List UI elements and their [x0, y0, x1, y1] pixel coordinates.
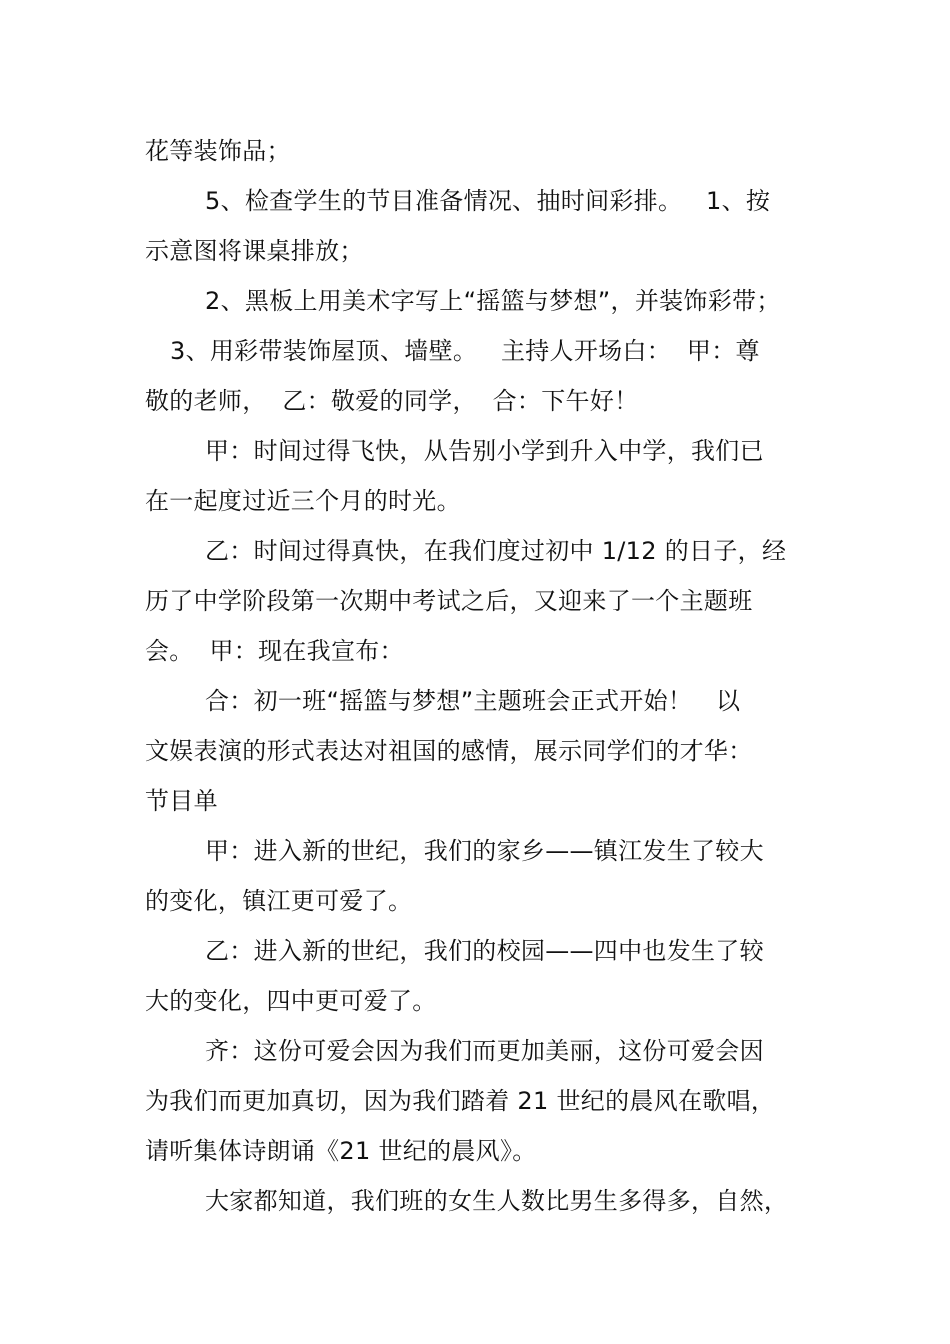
text-line: 为我们而更加真切，因为我们踏着 21 世纪的晨风在歌唱， — [145, 1087, 776, 1115]
text-line: 花等装饰品； — [145, 137, 291, 165]
text-line: 历了中学阶段第一次期中考试之后，又迎来了一个主题班 — [145, 587, 753, 615]
text-line: 2、黑板上用美术字写上“摇篮与梦想”，并装饰彩带； — [205, 287, 781, 315]
text-line: 请听集体诗朗诵《21 世纪的晨风》。 — [145, 1137, 537, 1165]
text-line: 敬的老师， 乙：敬爱的同学， 合：下午好！ — [145, 387, 639, 415]
text-line: 示意图将课桌排放； — [145, 237, 364, 265]
text-line: 甲：进入新的世纪，我们的家乡——镇江发生了较大 — [205, 837, 764, 865]
text-line: 甲：时间过得飞快，从告别小学到升入中学，我们已 — [205, 437, 764, 465]
text-line: 文娱表演的形式表达对祖国的感情，展示同学们的才华： — [145, 737, 753, 765]
text-line: 大家都知道，我们班的女生人数比男生多得多，自然， — [205, 1187, 789, 1215]
text-line: 在一起度过近三个月的时光。 — [145, 487, 461, 515]
text-line: 的变化，镇江更可爱了。 — [145, 887, 413, 915]
text-line: 3、用彩带装饰屋顶、墙壁。 主持人开场白： 甲：尊 — [170, 337, 760, 365]
text-line: 会。 甲：现在我宣布： — [145, 637, 404, 665]
text-line: 齐：这份可爱会因为我们而更加美丽，这份可爱会因 — [205, 1037, 764, 1065]
text-line: 节目单 — [145, 787, 218, 815]
text-line: 合：初一班“摇篮与梦想”主题班会正式开始！ 以 — [205, 687, 741, 715]
text-line: 乙：进入新的世纪，我们的校园——四中也发生了较 — [205, 937, 764, 965]
text-line: 5、检查学生的节目准备情况、抽时间彩排。 1、按 — [205, 187, 771, 215]
text-line: 乙：时间过得真快，在我们度过初中 1/12 的日子，经 — [205, 537, 787, 565]
text-line: 大的变化，四中更可爱了。 — [145, 987, 437, 1015]
